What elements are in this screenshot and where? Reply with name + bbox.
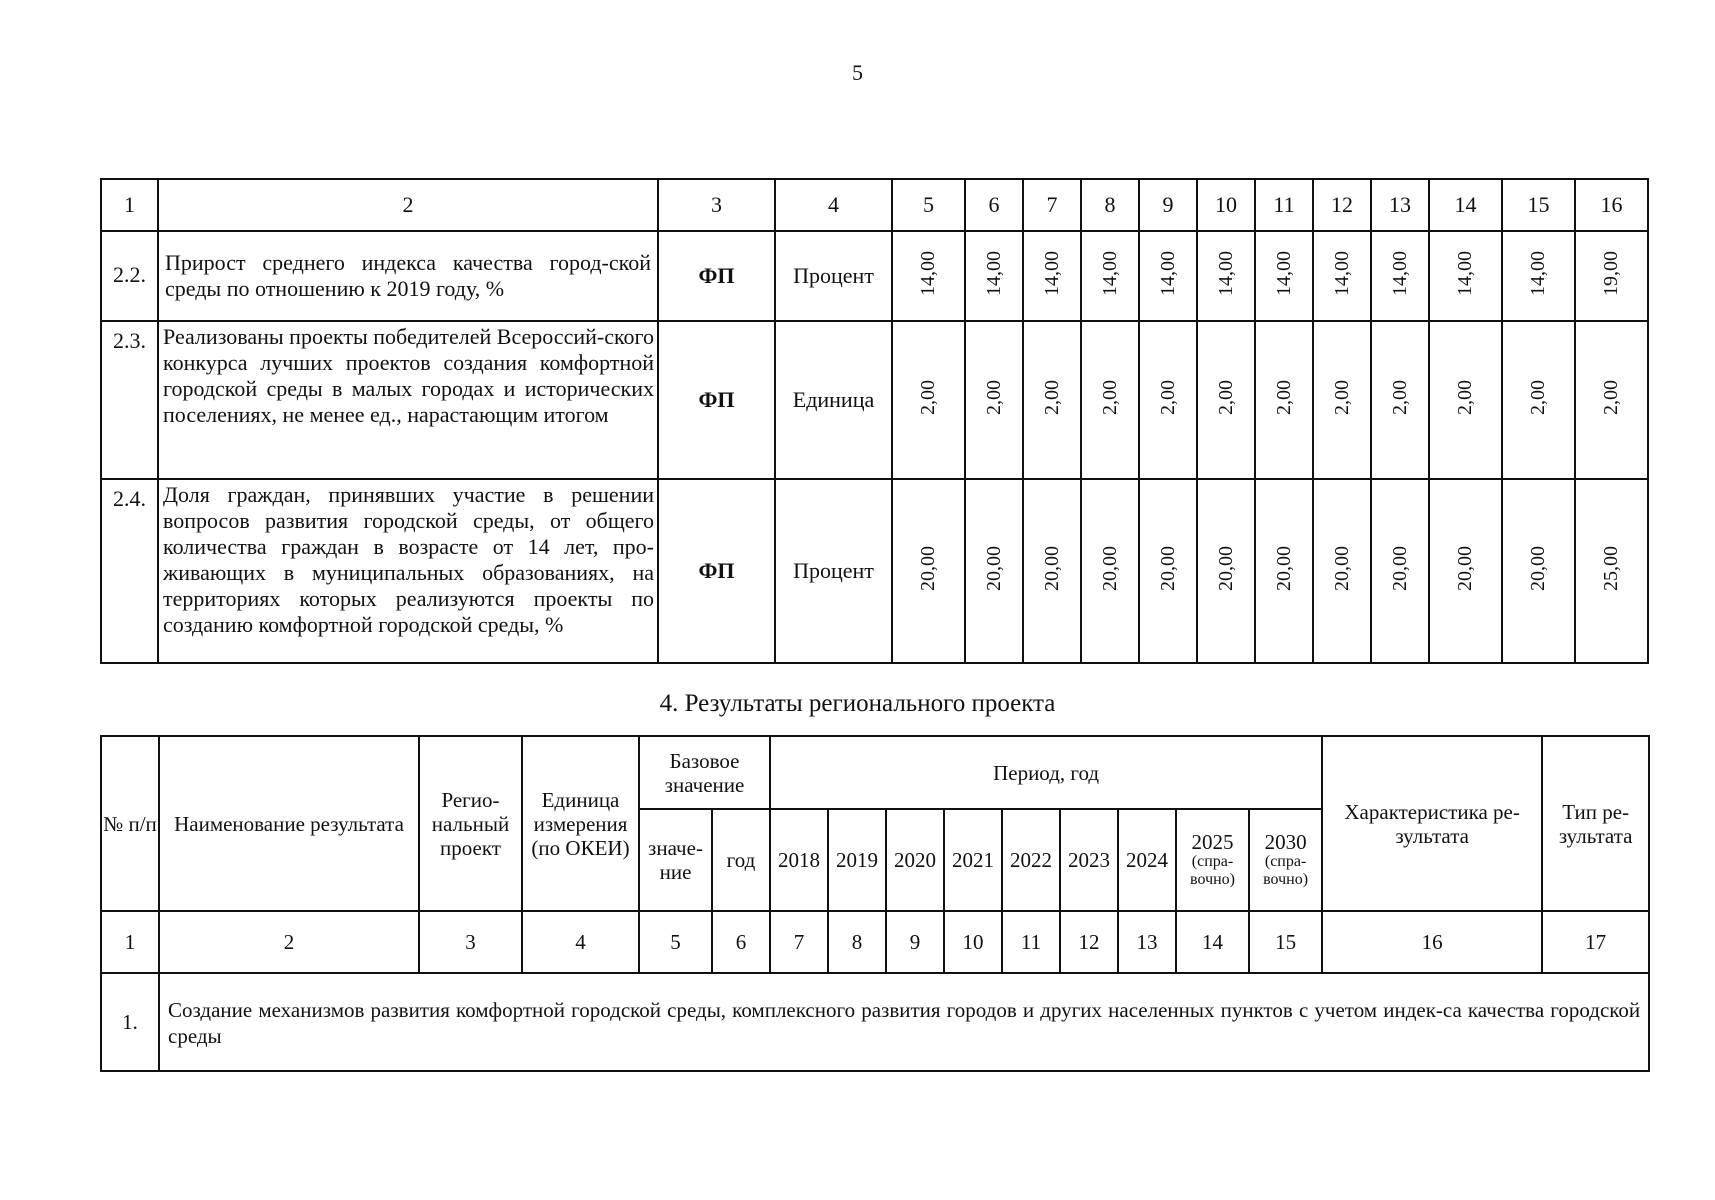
value: 20,00 — [1454, 545, 1476, 591]
project-type: ФП — [658, 479, 775, 663]
col-header: 9 — [1139, 179, 1197, 231]
project-type: ФП — [658, 321, 775, 479]
col-header-name: Наименование результата — [159, 736, 419, 911]
col-header: 3 — [658, 179, 775, 231]
value: 2,00 — [917, 379, 939, 415]
value: 14,00 — [917, 250, 939, 296]
section-title: 4. Результаты регионального проекта — [659, 690, 1056, 717]
table-row — [101, 479, 1648, 663]
col-header-number: № п/п — [101, 736, 159, 911]
value: 14,00 — [1388, 250, 1411, 296]
value: 2,00 — [1214, 379, 1237, 415]
value: 14,00 — [1454, 250, 1476, 296]
value-cell — [1139, 321, 1197, 479]
col-number: 1 — [101, 911, 159, 973]
value: 2,00 — [1098, 379, 1121, 415]
value: 20,00 — [917, 545, 939, 591]
indicators-table — [100, 178, 1649, 664]
col-header-year-2025 — [1176, 809, 1249, 911]
value-cell — [892, 479, 965, 663]
value-cell — [1313, 321, 1371, 479]
value-cell — [1502, 479, 1575, 663]
value-cell — [965, 321, 1023, 479]
value: 20,00 — [1330, 545, 1353, 591]
col-header-year: 2023 — [1060, 809, 1118, 911]
year-2025: 2025 — [1191, 830, 1234, 854]
value-cell — [1255, 321, 1313, 479]
col-number: 12 — [1060, 911, 1118, 973]
value: 14,00 — [1527, 250, 1549, 296]
value-cell — [1502, 231, 1575, 321]
col-header: 6 — [965, 179, 1023, 231]
col-number: 4 — [522, 911, 639, 973]
value-cell — [1575, 321, 1648, 479]
col-header-project: Регио-нальный проект — [419, 736, 522, 911]
value-cell — [1255, 231, 1313, 321]
value: 14,00 — [1272, 250, 1295, 296]
value: 14,00 — [1156, 250, 1179, 296]
value-cell — [1255, 479, 1313, 663]
col-header: 2 — [158, 179, 658, 231]
col-header: 11 — [1255, 179, 1313, 231]
value: 20,00 — [1156, 545, 1179, 591]
col-header: 5 — [892, 179, 965, 231]
col-header-year: 2020 — [886, 809, 944, 911]
value-cell — [1197, 231, 1255, 321]
value: 2,00 — [1527, 379, 1549, 415]
value: 20,00 — [1527, 545, 1549, 591]
value: 25,00 — [1600, 545, 1622, 591]
col-number: 15 — [1249, 911, 1322, 973]
value: 20,00 — [1040, 545, 1063, 591]
row-number: 2.4. — [101, 479, 158, 663]
value-cell — [1371, 479, 1429, 663]
col-number: 13 — [1118, 911, 1176, 973]
value: 20,00 — [982, 545, 1005, 591]
value-cell — [1139, 479, 1197, 663]
col-number: 10 — [944, 911, 1002, 973]
col-number: 9 — [886, 911, 944, 973]
header-row — [101, 736, 1649, 809]
value-cell — [892, 231, 965, 321]
col-number: 16 — [1322, 911, 1542, 973]
value-cell — [1139, 231, 1197, 321]
value-cell — [1197, 479, 1255, 663]
value-cell — [1371, 321, 1429, 479]
col-header-year: 2021 — [944, 809, 1002, 911]
col-number: 14 — [1176, 911, 1249, 973]
value: 14,00 — [1330, 250, 1353, 296]
value: 2,00 — [1040, 379, 1063, 415]
col-header-base-year: год — [712, 809, 770, 911]
col-header: 10 — [1197, 179, 1255, 231]
value-cell — [1197, 321, 1255, 479]
value: 2,00 — [1600, 379, 1622, 415]
row-number: 2.2. — [101, 231, 158, 321]
year-2025-note: (спра-вочно) — [1190, 853, 1235, 888]
header-row — [101, 179, 1648, 231]
value: 20,00 — [1272, 545, 1295, 591]
col-header-year: 2024 — [1118, 809, 1176, 911]
value-cell — [1429, 479, 1502, 663]
value: 2,00 — [1454, 379, 1476, 415]
col-header-period: Период, год — [770, 736, 1322, 809]
col-header: 4 — [775, 179, 892, 231]
year-2030: 2030 — [1264, 830, 1307, 854]
value: 14,00 — [1214, 250, 1237, 296]
table-row — [101, 231, 1648, 321]
value-cell — [1371, 231, 1429, 321]
value: 2,00 — [1272, 379, 1295, 415]
value: 20,00 — [1098, 545, 1121, 591]
col-header: 7 — [1023, 179, 1081, 231]
col-number: 6 — [712, 911, 770, 973]
value: 2,00 — [1388, 379, 1411, 415]
value: 14,00 — [1098, 250, 1121, 296]
page-number: 5 — [852, 60, 863, 85]
col-header: 14 — [1429, 179, 1502, 231]
value-cell — [1313, 231, 1371, 321]
row-number: 2.3. — [101, 321, 158, 479]
table-row — [101, 321, 1648, 479]
value-cell — [1575, 479, 1648, 663]
value-cell — [1081, 479, 1139, 663]
col-header-year-2030 — [1249, 809, 1322, 911]
value: 14,00 — [982, 250, 1005, 296]
value: 19,00 — [1600, 250, 1622, 296]
result-number: 1. — [101, 973, 159, 1071]
value-cell — [1502, 321, 1575, 479]
value-cell — [1429, 231, 1502, 321]
col-header: 15 — [1502, 179, 1575, 231]
col-number: 11 — [1002, 911, 1060, 973]
col-number: 8 — [828, 911, 886, 973]
value-cell — [1023, 231, 1081, 321]
unit: Процент — [775, 479, 892, 663]
value-cell — [1081, 231, 1139, 321]
value: 20,00 — [1214, 545, 1237, 591]
indicator-name: Прирост среднего индекса качества город-ской среды по отношению к 2019 году, % — [158, 231, 658, 321]
col-number: 5 — [639, 911, 712, 973]
col-header-year: 2018 — [770, 809, 828, 911]
value: 2,00 — [1330, 379, 1353, 415]
year-2030-note: (спра-вочно) — [1263, 853, 1309, 888]
col-header-base-value: значе-ние — [639, 809, 712, 911]
value-cell — [965, 479, 1023, 663]
col-header: 8 — [1081, 179, 1139, 231]
unit: Процент — [775, 231, 892, 321]
col-header-base: Базовое значение — [639, 736, 770, 809]
value-cell — [1429, 321, 1502, 479]
col-header: 13 — [1371, 179, 1429, 231]
value: 20,00 — [1388, 545, 1411, 591]
value-cell — [1023, 321, 1081, 479]
results-table — [100, 735, 1650, 1072]
col-number: 17 — [1542, 911, 1649, 973]
indicator-name: Реализованы проекты победителей Всероссий-ского конкурса лучших проектов создания комфортной городской среды в малых городах и исторических поселениях, не менее ед., нарастающим итогом — [158, 321, 658, 479]
value: 2,00 — [982, 379, 1005, 415]
project-type: ФП — [658, 231, 775, 321]
value: 2,00 — [1156, 379, 1179, 415]
column-numbers-row — [101, 911, 1649, 973]
value-cell — [892, 321, 965, 479]
result-row — [101, 973, 1649, 1071]
col-header: 12 — [1313, 179, 1371, 231]
col-header-unit: Единица измерения (по ОКЕИ) — [522, 736, 639, 911]
value-cell — [1023, 479, 1081, 663]
value: 14,00 — [1040, 250, 1063, 296]
value-cell — [1575, 231, 1648, 321]
col-number: 3 — [419, 911, 522, 973]
result-text: Создание механизмов развития комфортной городской среды, комплексного развития городов и других населенных пунктов с учетом индек-са качества городской среды — [159, 973, 1649, 1071]
col-header: 16 — [1575, 179, 1648, 231]
value-cell — [965, 231, 1023, 321]
col-header-year: 2022 — [1002, 809, 1060, 911]
col-header-type: Тип ре-зультата — [1542, 736, 1649, 911]
col-number: 7 — [770, 911, 828, 973]
value-cell — [1313, 479, 1371, 663]
col-number: 2 — [159, 911, 419, 973]
col-header-year: 2019 — [828, 809, 886, 911]
unit: Единица — [775, 321, 892, 479]
indicator-name: Доля граждан, принявших участие в решении вопросов развития городской среды, от общего количества граждан в возрасте от 14 лет, про-живающих в муниципальных образованиях, на территориях которых реализуются проекты по созданию комфортной городской среды, % — [158, 479, 658, 663]
value-cell — [1081, 321, 1139, 479]
col-header-characteristic: Характеристика ре-зультата — [1322, 736, 1542, 911]
col-header: 1 — [101, 179, 158, 231]
